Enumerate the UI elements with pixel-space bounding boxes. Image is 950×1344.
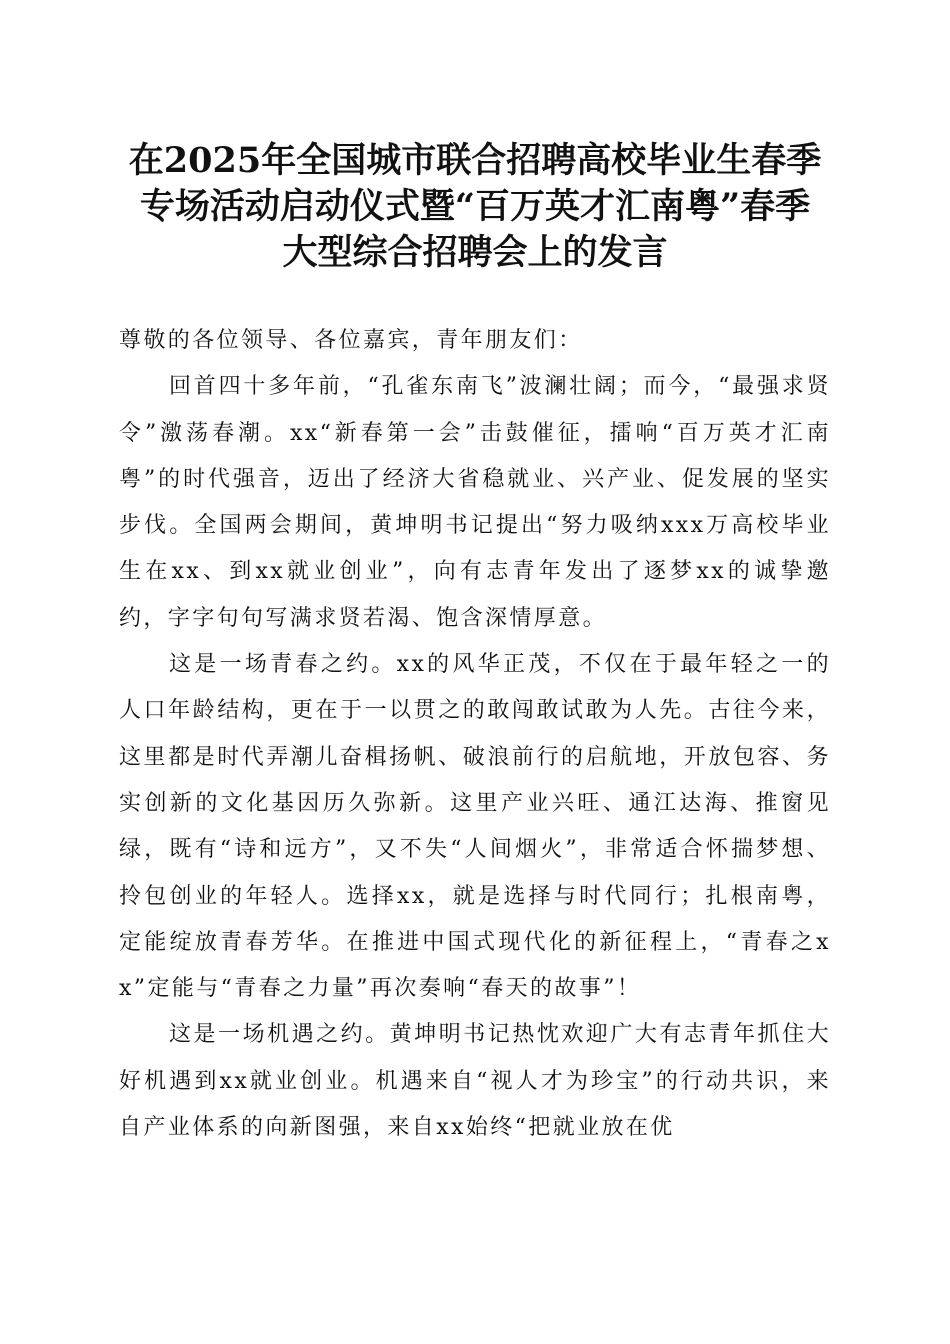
title-line-3: 大型综合招聘会上的发言 xyxy=(282,232,668,273)
paragraph-3: 这是一场机遇之约。黄坤明书记热忱欢迎广大有志青年抓住大好机遇到xx就业创业。机遇来自“视人才为珍宝”的行动共识，来自产业体系的向新图强，来自xx始终“把就业放在优 xyxy=(119,1022,831,1141)
title-line-2: 专场活动启动仪式暨“百万英才汇南粤”春季 xyxy=(139,186,811,227)
title-line-1: 在2025年全国城市联合招聘高校毕业生春季 xyxy=(128,140,822,181)
document-body xyxy=(119,318,831,1151)
document-title xyxy=(100,138,850,276)
salutation: 尊敬的各位领导、各位嘉宾，青年朋友们： xyxy=(119,328,583,353)
paragraph-2: 这是一场青春之约。xx的风华正茂，不仅在于最年轻之一的人口年龄结构，更在于一以贯之的敢闯敢试敢为人先。古往今来，这里都是时代弄潮儿奋楫扬帆、破浪前行的启航地，开放包容、务实创新的文化基因历久弥新。这里产业兴旺、通江达海、推窗见绿，既有“诗和远方”，又不失“人间烟火”，非常适合怀揣梦想、拎包创业的年轻人。选择xx，就是选择与时代同行；扎根南粤，定能绽放青春芳华。在推进中国式现代化的新征程上，“青春之xx”定能与“青春之力量”再次奏响“春天的故事”！ xyxy=(119,652,831,1002)
paragraph-1: 回首四十多年前，“孔雀东南飞”波澜壮阔；而今，“最强求贤令”激荡春潮。xx“新春第一会”击鼓催征，擂响“百万英才汇南粤”的时代强音，迈出了经济大省稳就业、兴产业、促发展的坚实步伐。全国两会期间，黄坤明书记提出“努力吸纳xxx万高校毕业生在xx、到xx就业创业”，向有志青年发出了逐梦xx的诚挚邀约，字字句句写满求贤若渴、饱含深情厚意。 xyxy=(119,374,831,631)
